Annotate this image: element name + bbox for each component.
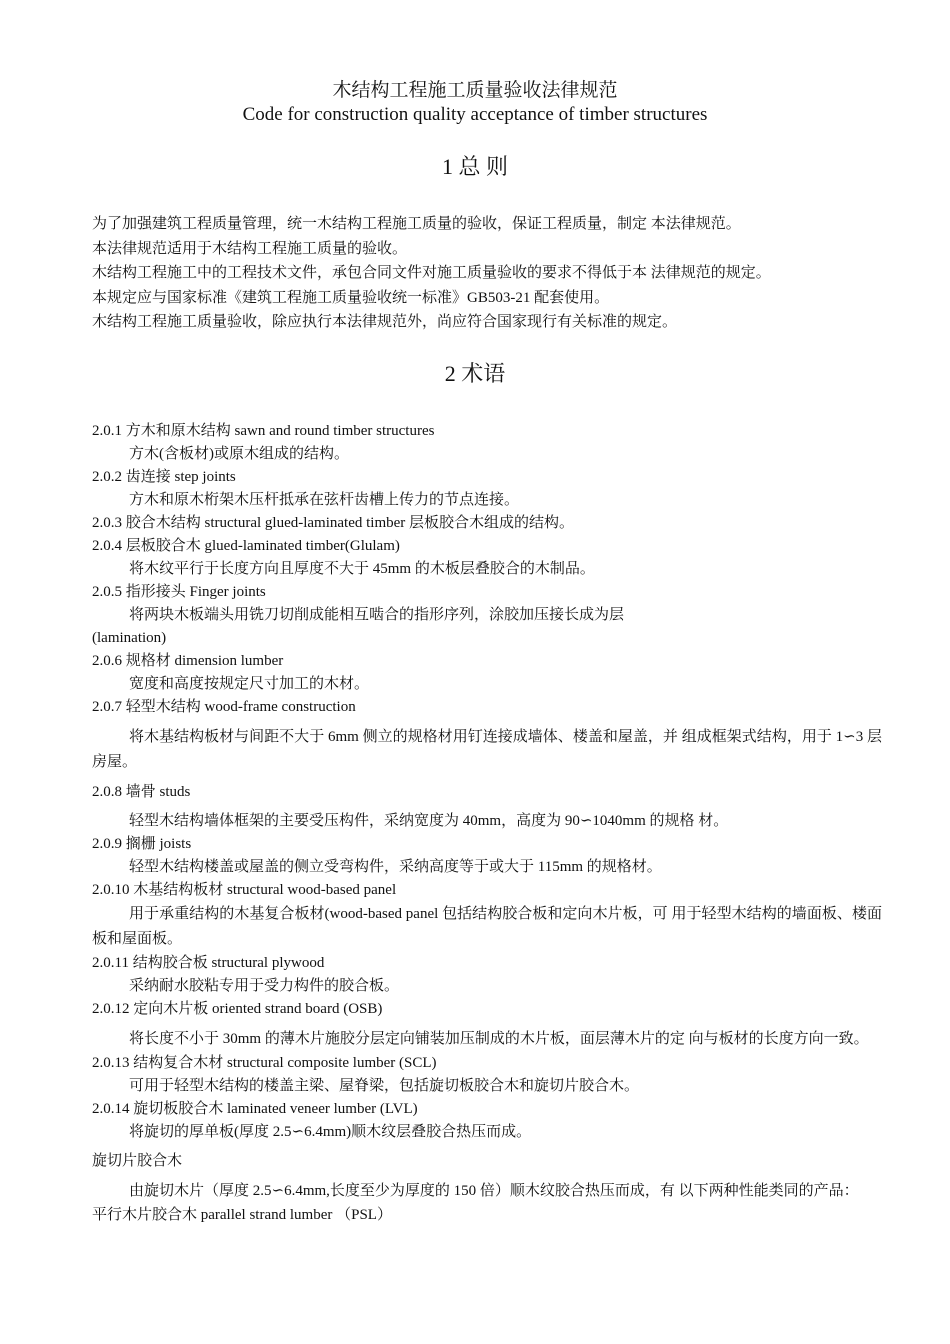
term-heading: 2.0.6 规格材 dimension lumber (92, 653, 284, 669)
term-heading: 2.0.11 结构胶合板 structural plywood (92, 955, 325, 971)
term-heading: 2.0.7 轻型木结构 wood-frame construction (92, 699, 356, 715)
term-definition: 用于承重结构的木基复合板材(wood-based panel 包括结构胶合板和定向木片板，可 用于轻型木结构的墙面板、楼面板和屋面板。 (92, 906, 882, 947)
paragraph: 木结构工程施工质量验收，除应执行本法律规范外，尚应符合国家现行有关标准的规定。 (92, 314, 678, 330)
term-definition: 轻型木结构墙体框架的主要受压构件，采纳宽度为 40mm，高度为 90∽1040mm 的规格 材。 (129, 813, 729, 829)
paragraph: 木结构工程施工中的工程技术文件，承包合同文件对施工质量验收的要求不得低于本 法律规范的规定。 (92, 265, 771, 281)
term-definition: 由旋切木片（厚度 2.5∽6.4mm,长度至少为厚度的 150 倍）顺木纹胶合热压而成，有 以下两种性能类同的产品： (129, 1183, 859, 1199)
term-definition: 采纳耐水胶粘专用于受力构件的胶合板。 (129, 978, 400, 994)
term-heading: 2.0.9 搁栅 joists (92, 836, 192, 852)
term-definition: 将木基结构板材与间距不大于 6mm 侧立的规格材用钉连接成墙体、楼盖和屋盖，并 组成框架式结构，用于 1∽3 层房屋。 (92, 729, 882, 770)
general-provisions (92, 212, 882, 335)
section-heading-general: 1 总 则 (441, 154, 508, 179)
section-heading-terms: 2 术语 (444, 361, 506, 386)
term-heading: 2.0.3 胶合木结构 structural glued-laminated timber 层板胶合木组成的结构。 (92, 515, 575, 531)
term-heading: 旋切片胶合木 (92, 1153, 183, 1169)
paragraph: 为了加强建筑工程质量管理，统一木结构工程施工质量的验收，保证工程质量，制定 本法律规范。 (92, 216, 741, 232)
term-heading: 2.0.12 定向木片板 oriented strand board (OSB) (92, 1001, 383, 1017)
term-heading: 2.0.5 指形接头 Finger joints (92, 584, 266, 600)
term-definition: 方木和原木桁架木压杆抵承在弦杆齿槽上传力的节点连接。 (129, 492, 520, 508)
term-definition: 将两块木板端头用铣刀切削成能相互啮合的指形序列，涂胶加压接长成为层 (129, 607, 625, 623)
term-definition: 可用于轻型木结构的楼盖主梁、屋脊梁，包括旋切板胶合木和旋切片胶合木。 (129, 1078, 640, 1094)
term-heading: 2.0.2 齿连接 step joints (92, 469, 236, 485)
term-heading: 平行木片胶合木 parallel strand lumber （PSL） (92, 1207, 392, 1223)
term-heading: 2.0.1 方木和原木结构 sawn and round timber structures (92, 423, 435, 439)
term-heading: 2.0.4 层板胶合木 glued-laminated timber(Glulam) (92, 538, 400, 554)
term-heading: 2.0.13 结构复合木材 structural composite lumber (SCL) (92, 1055, 437, 1071)
term-definition-continued: (lamination) (92, 630, 167, 646)
term-definition: 宽度和高度按规定尺寸加工的木材。 (129, 676, 370, 692)
document-title-english: Code for construction quality acceptance of timber structures (242, 104, 708, 125)
paragraph: 本规定应与国家标准《建筑工程施工质量验收统一标准》GB503-21 配套使用。 (92, 289, 610, 306)
term-definition: 将长度不小于 30mm 的薄木片施胶分层定向铺装加压制成的木片板，面层薄木片的定 向与板材的长度方向一致。 (129, 1031, 869, 1047)
term-definition: 将木纹平行于长度方向且厚度不大于 45mm 的木板层叠胶合的木制品。 (129, 561, 595, 577)
term-heading: 2.0.14 旋切板胶合木 laminated veneer lumber (LVL) (92, 1101, 418, 1117)
term-heading: 2.0.8 墙骨 studs (92, 784, 191, 800)
term-definition: 方木(含板材)或原木组成的结构。 (129, 446, 349, 462)
paragraph: 本法律规范适用于木结构工程施工质量的验收。 (92, 240, 408, 257)
term-definition: 将旋切的厚单板(厚度 2.5∽6.4mm)顺木纹层叠胶合热压而成。 (129, 1124, 532, 1140)
term-definition: 轻型木结构楼盖或屋盖的侧立受弯构件，采纳高度等于或大于 115mm 的规格材。 (129, 859, 662, 875)
term-heading: 2.0.10 木基结构板材 structural wood-based panel (92, 882, 397, 898)
terms-list (92, 420, 882, 1227)
document-title-chinese: 木结构工程施工质量验收法律规范 (332, 80, 618, 101)
